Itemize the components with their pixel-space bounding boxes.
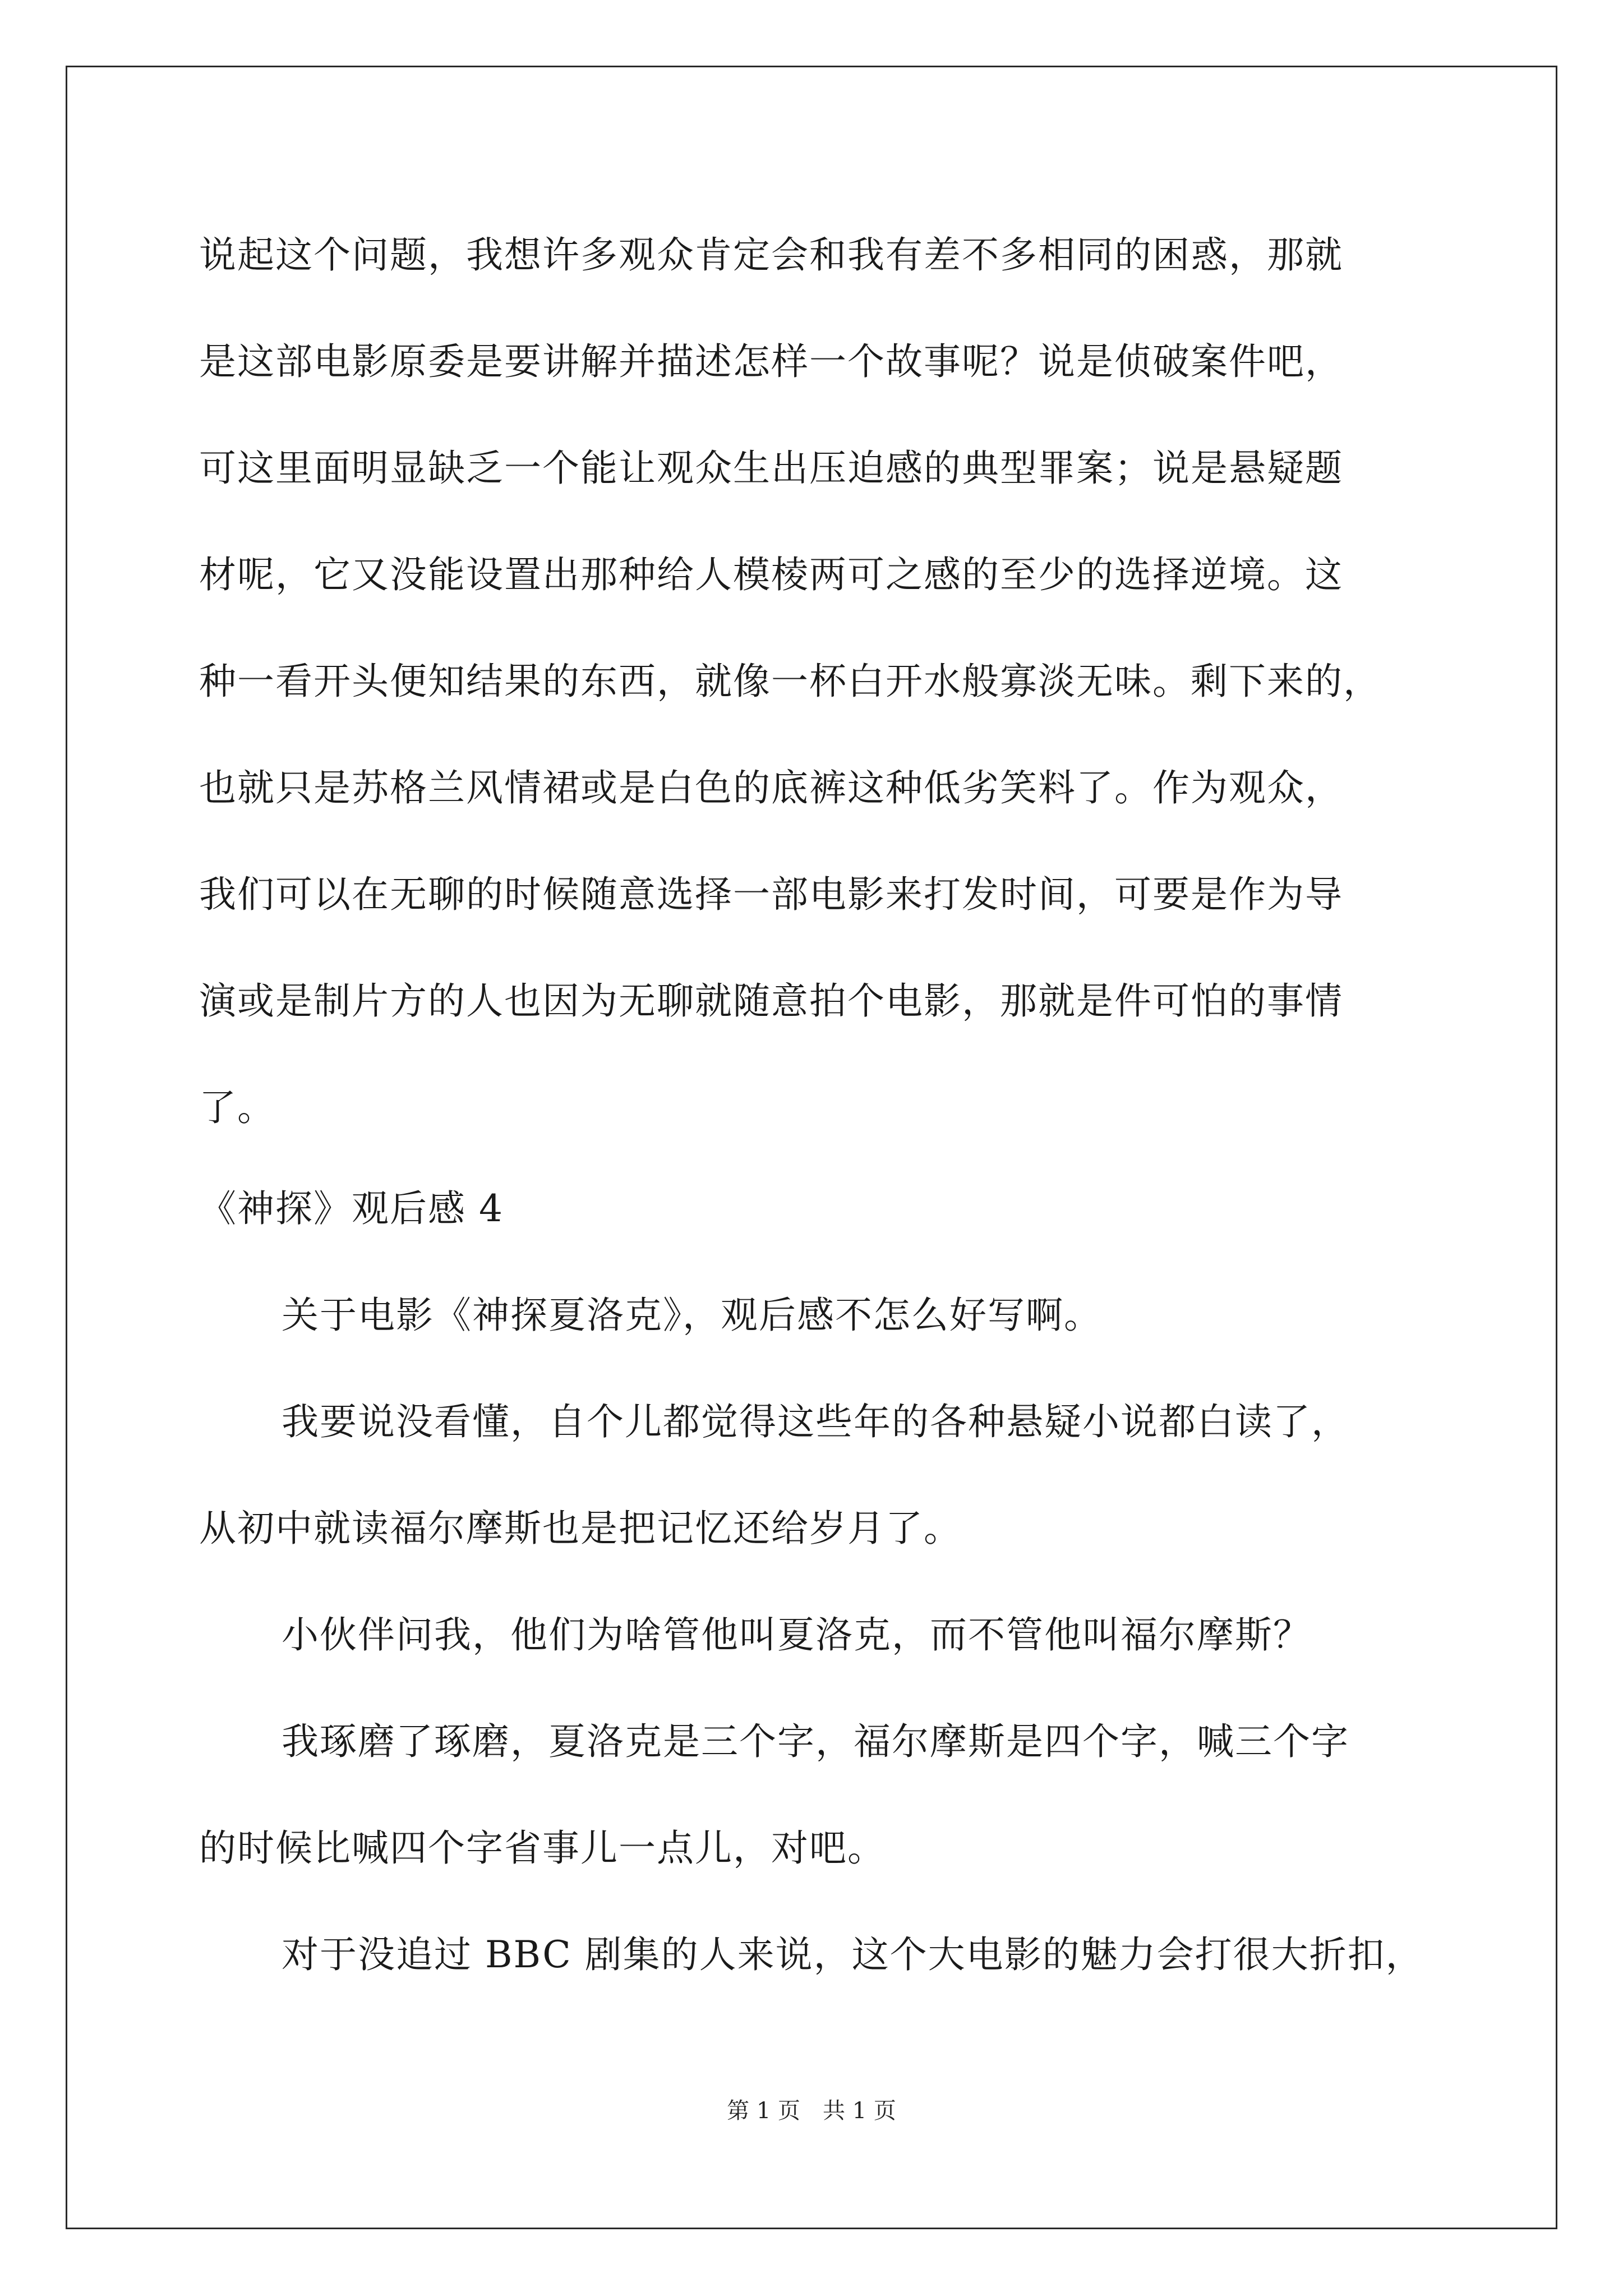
text-line: 我琢磨了琢磨，夏洛克是三个字，福尔摩斯是四个字，喊三个字 [282, 1720, 1349, 1763]
text-line: 了。 [199, 1086, 275, 1129]
text-line: 可这里面明显缺乏一个能让观众生出压迫感的典型罪案；说是悬疑题 [199, 447, 1343, 490]
text-line: 我要说没看懂，自个儿都觉得这些年的各种悬疑小说都白读了， [282, 1400, 1349, 1443]
text-line: 材呢，它又没能设置出那种给人模棱两可之感的至少的选择逆境。这 [199, 553, 1343, 596]
text-line: 也就只是苏格兰风情裙或是白色的底裤这种低劣笑料了。作为观众， [199, 766, 1343, 809]
page-footer: 第 1 页 共 1 页 [727, 2098, 896, 2124]
page-border [66, 66, 1557, 2229]
text-line: 的时候比喊四个字省事儿一点儿，对吧。 [199, 1826, 886, 1870]
text-line: 演或是制片方的人也因为无聊就随意拍个电影，那就是件可怕的事情 [199, 979, 1343, 1023]
text-line: 对于没追过 BBC 剧集的人来说，这个大电影的魅力会打很大折扣， [282, 1933, 1424, 1976]
section-title: 《神探》观后感 4 [199, 1187, 504, 1230]
text-line: 从初中就读福尔摩斯也是把记忆还给岁月了。 [199, 1507, 962, 1550]
text-line: 是这部电影原委是要讲解并描述怎样一个故事呢？说是侦破案件吧， [199, 340, 1343, 383]
text-line: 关于电影《神探夏洛克》，观后感不怎么好写啊。 [282, 1294, 1102, 1337]
text-line: 小伙伴问我，他们为啥管他叫夏洛克，而不管他叫福尔摩斯？ [282, 1613, 1311, 1657]
text-line: 我们可以在无聊的时候随意选择一部电影来打发时间，可要是作为导 [199, 873, 1343, 916]
text-line: 说起这个问题，我想许多观众肯定会和我有差不多相同的困惑，那就 [199, 233, 1343, 277]
text-line: 种一看开头便知结果的东西，就像一杯白开水般寡淡无味。剩下来的， [199, 660, 1381, 703]
